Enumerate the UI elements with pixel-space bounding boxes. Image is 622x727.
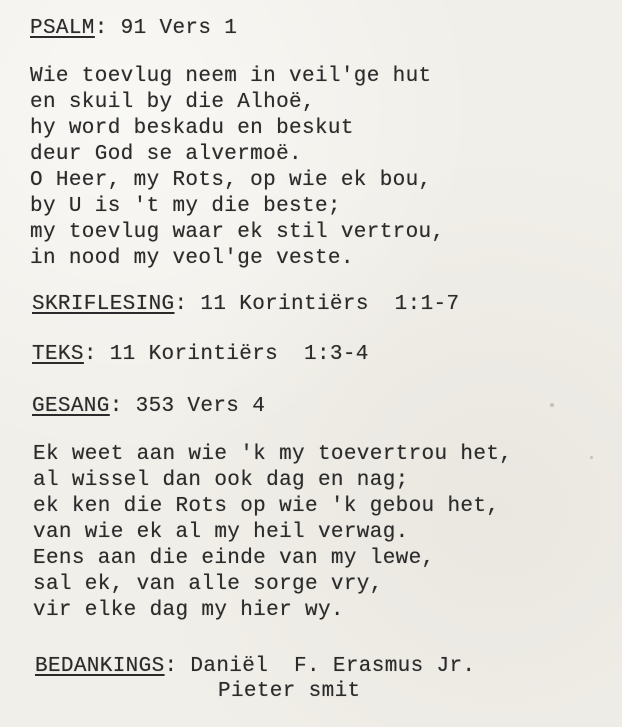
gesang-verse-line: Eens aan die einde van my lewe, <box>33 547 435 570</box>
gesang-heading <box>32 394 265 420</box>
bedankings-heading <box>35 654 475 680</box>
gesang-verse-line: sal ek, van alle sorge vry, <box>33 573 383 596</box>
teks-reference: : 11 Korintiërs 1:3-4 <box>83 343 369 366</box>
teks-label: TEKS <box>32 343 84 366</box>
gesang-reference: : 353 Vers 4 <box>109 395 266 418</box>
skriflesing-label: SKRIFLESING <box>32 293 175 316</box>
psalm-verse-line: Wie toevlug neem in veil'ge hut <box>30 65 432 88</box>
skriflesing-reference: : 11 Korintiërs 1:1-7 <box>174 293 460 316</box>
psalm-verse-line: O Heer, my Rots, op wie ek bou, <box>30 169 432 192</box>
gesang-verse <box>33 442 512 624</box>
psalm-verse-line: my toevlug waar ek stil vertrou, <box>30 221 445 244</box>
bedankings-name-1: : Daniël F. Erasmus Jr. <box>164 655 476 678</box>
psalm-label: PSALM <box>30 17 95 40</box>
psalm-verse-line: deur God se alvermoë. <box>30 143 302 166</box>
paper-speck <box>590 456 593 459</box>
psalm-verse-line: en skuil by die Alhoë, <box>30 91 315 114</box>
gesang-verse-line: al wissel dan ook dag en nag; <box>33 469 409 492</box>
psalm-verse-line: by U is 't my die beste; <box>30 195 341 218</box>
gesang-verse-line: ek ken die Rots op wie 'k gebou het, <box>33 495 500 518</box>
psalm-reference: : 91 Vers 1 <box>94 17 238 40</box>
psalm-verse-line: hy word beskadu en beskut <box>30 117 354 140</box>
psalm-verse <box>30 64 444 272</box>
bedankings-name-2: Pieter smit <box>218 680 361 703</box>
skriflesing-heading <box>32 292 459 318</box>
gesang-label: GESANG <box>32 395 110 418</box>
gesang-verse-line: van wie ek al my heil verwag. <box>33 521 409 544</box>
gesang-verse-line: Ek weet aan wie 'k my toevertrou het, <box>33 443 513 466</box>
gesang-verse-line: vir elke dag my hier wy. <box>33 599 344 622</box>
psalm-heading <box>30 16 237 42</box>
teks-heading <box>32 342 369 368</box>
paper-speck <box>550 403 554 407</box>
psalm-verse-line: in nood my veol'ge veste. <box>30 247 354 270</box>
bedankings-label: BEDANKINGS <box>35 655 165 678</box>
